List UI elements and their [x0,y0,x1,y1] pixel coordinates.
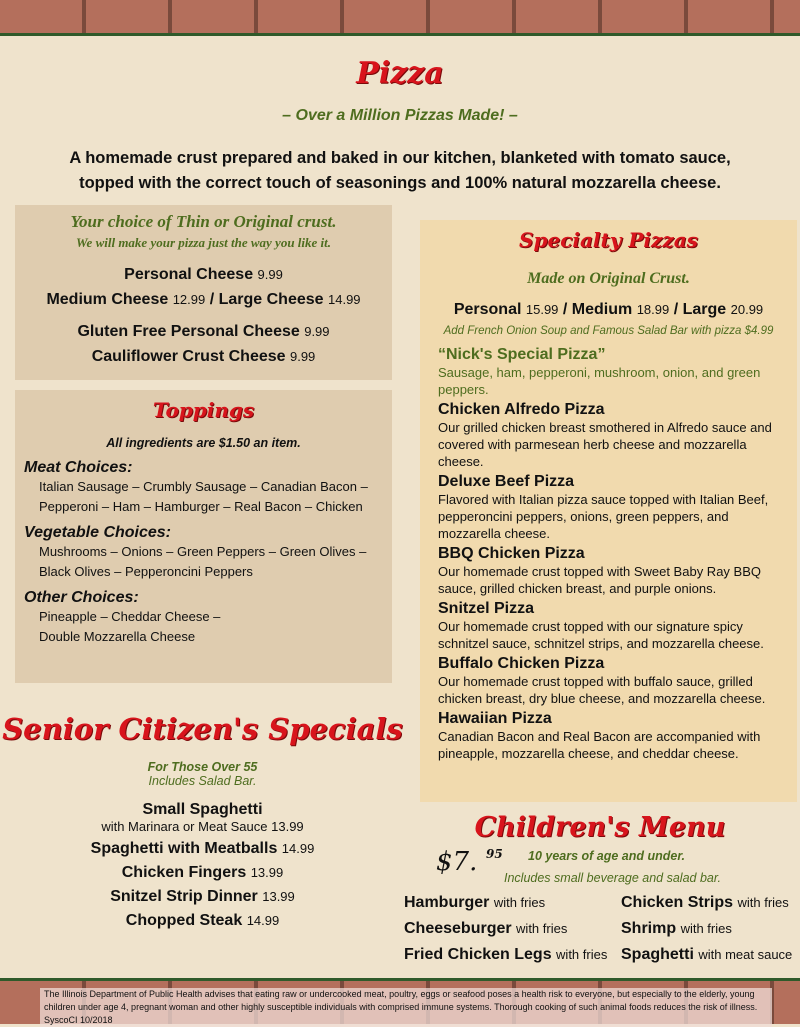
menu-item [15,322,392,341]
text: 13.99 [250,865,284,880]
pizza-list [420,337,797,762]
pizza-name: Buffalo Chicken Pizza [438,655,605,672]
text: Pineapple – Cheddar Cheese – [39,609,221,624]
menu-item [0,887,405,906]
text: with fries [493,895,546,910]
children-section [400,812,800,964]
menu-item [621,893,800,912]
menu-item: Small Spaghetti [142,801,263,818]
text: Spaghetti with Meatballs [90,840,278,857]
text: with fries [516,921,568,936]
pizza-name: “Nick's Special Pizza” [438,346,606,363]
children-price-row [400,847,800,891]
text: Chopped Steak [125,912,243,929]
topping-list [24,542,392,582]
size-prices [420,300,797,319]
tagline: – Over a Million Pizzas Made! – [282,107,518,124]
text: with Marinara or Meat Sauce [101,819,268,834]
pizza-desc: Our homemade crust topped with buffalo sauce, grilled chicken breast, dry blue cheese, and mozzarella cheese. [438,674,766,706]
text: Italian Sausage – Crumbly Sausage – Canadian Bacon – [39,479,368,494]
text: / [562,301,568,318]
text: For Those Over 55 [147,760,258,774]
description-line: topped with the correct touch of seasonings and 100% natural mozzarella cheese. [79,174,721,192]
toppings-list [15,459,392,647]
addon-note: Add French Onion Soup and Famous Salad Bar with pizza $4.99 [443,325,774,337]
text: Spaghetti [621,946,694,963]
menu-item [15,265,392,284]
pizza-desc: Flavored with Italian pizza sauce topped with Italian Beef, pepperoncini peppers, onions, green peppers, and mozzarella cheese. [438,492,769,541]
text: Includes Salad Bar. [148,774,257,788]
specialty-title: Specialty Pizzas [519,228,698,252]
toppings-note: All ingredients are $1.50 an item. [106,436,301,450]
toppings-title: Toppings [152,398,255,422]
toppings-section [15,390,392,683]
children-title: Children's Menu [474,812,726,843]
pizza-desc: Canadian Bacon and Real Bacon are accompanied with pineapple, mozzarella cheese, and cheddar cheese. [438,729,761,761]
pizza-desc: Our homemade crust topped with Sweet Baby Ray BBQ sauce, grilled chicken breast, and purple onions. [438,564,761,596]
pizza-name: BBQ Chicken Pizza [438,545,585,562]
senior-section [0,712,405,930]
menu-item [0,863,405,882]
specialty-section [420,220,797,802]
text: Chicken Strips [621,894,734,911]
text: 14.99 [246,913,280,928]
crust-section [15,205,392,380]
pizza-description [0,146,800,196]
text: 9.99 [257,267,283,282]
text: 20.99 [730,302,764,317]
text: Double Mozzarella Cheese [39,629,196,644]
text: 9.99 [304,324,330,339]
menu-item [404,893,621,912]
pizza-name: Deluxe Beef Pizza [438,473,575,490]
health-warning: The Illinois Department of Public Health advises that eating raw or undercooked meat, poultry, eggs or seafood poses a health risk to everyone, but especially to the elderly, young children under age 4, pregnant woman and other highly susceptible individuals with comprised immune systems. Thorough cooking of such animal foods reduces the risk of illness. SyscoCI 10/2018 [40,988,772,1027]
text: with fries [680,921,732,936]
text: Chicken Fingers [121,864,247,881]
text: 12.99 [172,292,206,307]
text: 9.99 [289,349,316,364]
children-price-cents: 95 [486,847,503,861]
text: 14.99 [328,292,361,307]
text: Medium Cheese [46,291,169,308]
crust-subtitle: We will make your pizza just the way you like it. [75,235,332,250]
menu-item-detail [0,819,405,834]
topping-list [24,477,392,517]
menu-item [15,290,392,309]
text: Gluten Free Personal Cheese [77,323,300,340]
text: with meat sauce [698,947,793,962]
text: 18.99 [636,302,670,317]
topping-list [24,607,392,647]
menu-item [404,945,621,964]
menu-item [404,919,621,938]
menu-item [621,919,800,938]
text: 13.99 [262,889,295,904]
text: Hamburger [404,894,490,911]
crust-title: Your choice of Thin or Original crust. [70,212,337,231]
menu-item [621,945,800,964]
text: / [673,301,679,318]
children-price: $7. [436,847,478,877]
description-line: A homemade crust prepared and baked in our kitchen, blanketed with tomato sauce, [69,149,731,167]
senior-title: Senior Citizen's Specials [2,712,403,746]
text: with fries [556,947,608,962]
menu-item [15,347,392,366]
menu-item [0,839,405,858]
pizza-name: Snitzel Pizza [438,600,535,617]
children-age-note: 10 years of age and under. [528,849,686,863]
topping-group-title: Meat Choices: [24,459,133,476]
text: / [209,291,215,308]
text: Medium [571,301,633,318]
text: Black Olives – Pepperoncini Peppers [39,564,253,579]
topping-group-title: Other Choices: [24,589,139,606]
text: Pepperoni – Ham – Hamburger – Real Bacon – Chicken [39,499,363,514]
text: Large [682,301,727,318]
children-items [400,893,800,964]
pizza-name: Hawaiian Pizza [438,710,552,727]
text: Personal Cheese [124,266,254,283]
text: Snitzel Strip Dinner [110,888,258,905]
text: Large Cheese [218,291,324,308]
text: 13.99 [271,819,304,834]
text: Cheeseburger [404,920,512,937]
text: Shrimp [621,920,677,937]
children-includes-note: Includes small beverage and salad bar. [504,871,722,885]
text: Cauliflower Crust Cheese [91,348,286,365]
pizza-desc: Sausage, ham, pepperoni, mushroom, onion, and green peppers. [438,365,761,397]
text: Mushrooms – Onions – Green Peppers – Green Olives – [39,544,367,559]
text: 15.99 [525,302,559,317]
specialty-subtitle: Made on Original Crust. [527,270,690,287]
pizza-desc: Our homemade crust topped with our signature spicy schnitzel sauce, schnitzel strips, and mozzarella cheese. [438,619,764,651]
text: 14.99 [281,841,315,856]
text: with fries [737,895,789,910]
text: Fried Chicken Legs [404,946,552,963]
page-title: Pizza [356,56,444,91]
topping-group-title: Vegetable Choices: [24,524,172,541]
brick-border-top [0,0,800,36]
pizza-name: Chicken Alfredo Pizza [438,401,605,418]
menu-item [0,911,405,930]
pizza-desc: Our grilled chicken breast smothered in Alfredo sauce and covered with parmesean herb cheese and mozzarella cheese. [438,420,772,469]
text: Personal [453,301,522,318]
